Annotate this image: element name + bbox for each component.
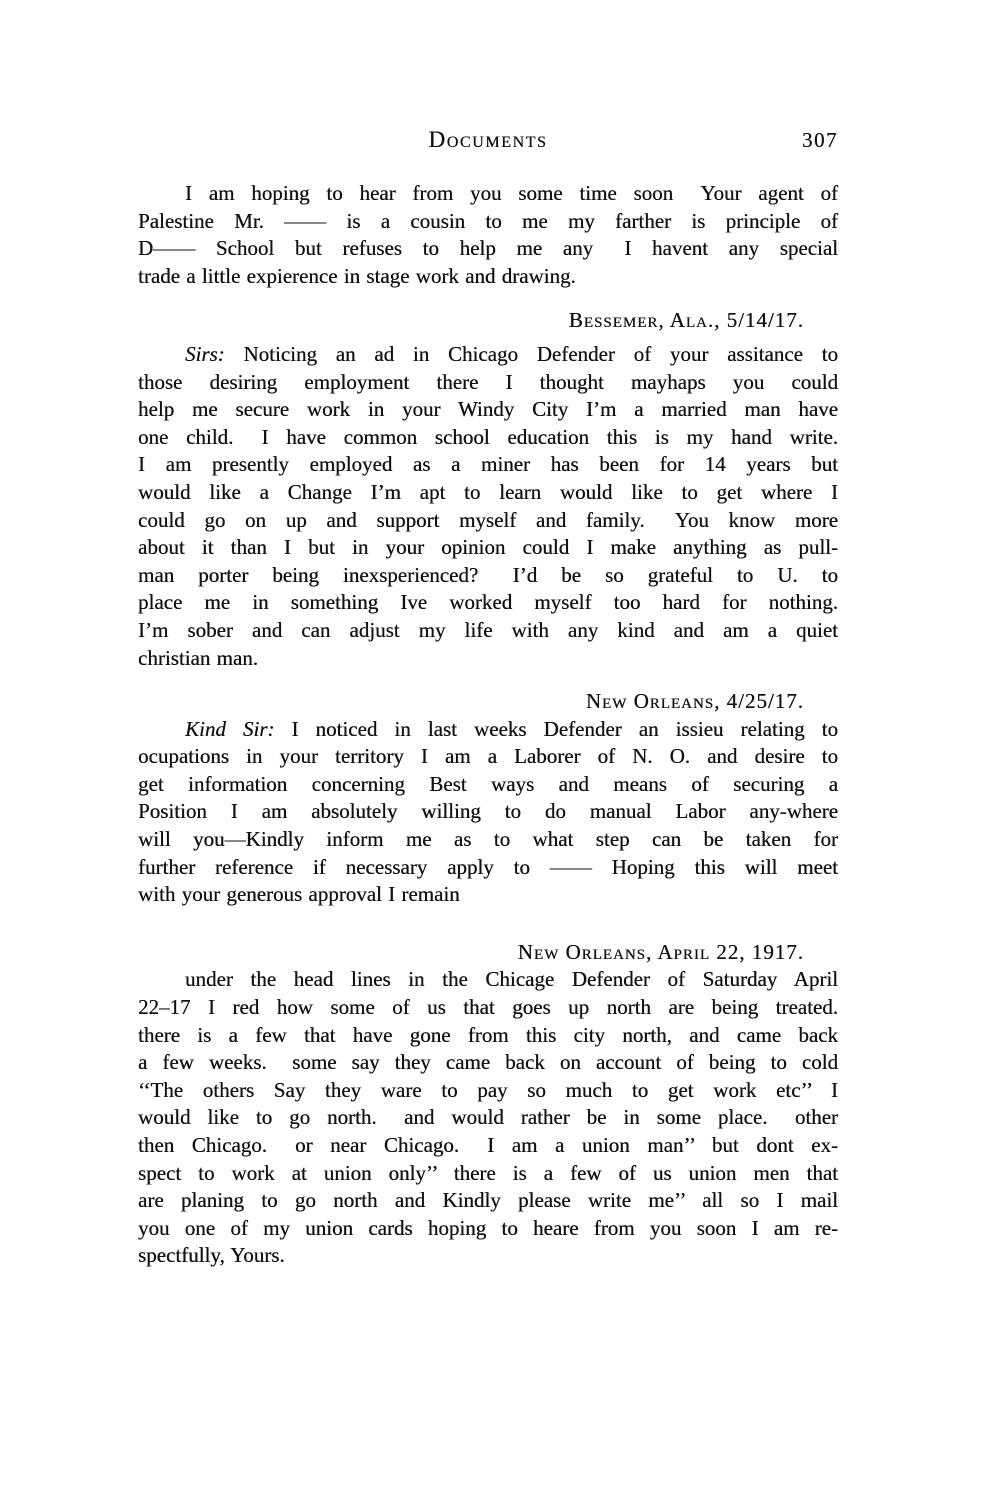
text-line: spect to work at union only’’ there is a few of us union men that (138, 1160, 838, 1185)
text-line: could go on up and support myself and family. You know more (138, 507, 838, 532)
text-line: christian man. (138, 645, 258, 670)
text-line: ‘‘The others Say they ware to pay so much to get work etc’’ I (138, 1077, 838, 1102)
text-line: you one of my union cards hoping to heare from you soon I am re- (138, 1215, 838, 1240)
text-line: would like a Change I’m apt to learn would like to get where I (138, 479, 838, 504)
opening-paragraph (138, 180, 838, 290)
letter-section (138, 307, 838, 672)
letter-dateline: Bessemer, Ala., 5/14/17. (568, 308, 804, 333)
text-line: then Chicago. or near Chicago. I am a union man’’ but dont ex- (138, 1133, 838, 1157)
text-line: about it than I but in your opinion could I make anything as pull- (138, 535, 838, 560)
text-line: Palestine Mr. —— is a cousin to me my farther is principle of (138, 208, 838, 233)
letter-section (138, 939, 838, 1270)
text-line: I am hoping to hear from you some time soon Your agent of (185, 181, 838, 205)
text-line: under the head lines in the Chicage Defender of Saturday April (185, 967, 838, 992)
salutation: Kind Sir: (185, 716, 275, 741)
letter-dateline: New Orleans, 4/25/17. (585, 689, 804, 714)
text-line: would like to go north. and would rather be in some place. other (138, 1105, 838, 1130)
text-line: with your generous approval I remain (138, 882, 460, 907)
text-line: a few weeks. some say they came back on account of being to cold (138, 1050, 838, 1075)
text-line: spectfully, Yours. (138, 1243, 285, 1268)
text-line: I am presently employed as a miner has been for 14 years but (138, 452, 838, 477)
text-line: place me in something Ive worked myself too hard for nothing. (138, 590, 838, 615)
text-line: are planing to go north and Kindly please write me’’ all so I mail (138, 1188, 838, 1213)
text-line: man porter being inexsperienced? I’d be so grateful to U. to (138, 562, 838, 587)
text-line: D—— School but refuses to help me any I havent any special (138, 236, 838, 261)
text-line: will you—Kindly inform me as to what step can be taken for (138, 827, 838, 852)
text-line: help me secure work in your Windy City I’m a married man have (138, 397, 838, 422)
page-number: 307 (802, 128, 838, 152)
text-line: Position I am absolutely willing to do manual Labor any-where (138, 799, 838, 824)
page-header (138, 126, 838, 152)
letter-section (138, 688, 838, 909)
text-line: there is a few that have gone from this city north, and came back (138, 1022, 838, 1047)
text-line: trade a little expierence in stage work and drawing. (138, 263, 576, 288)
text-line: Kind Sir: I noticed in last weeks Defender an issieu relating to (185, 716, 838, 741)
salutation: Sirs: (185, 341, 225, 366)
letter-dateline: New Orleans, April 22, 1917. (517, 939, 804, 964)
text-line: one child. I have common school education this is my hand write. (138, 424, 838, 449)
text-line: 22–17 I red how some of us that goes up north are being treated. (138, 995, 838, 1020)
running-head-title: Documents (428, 127, 548, 152)
text-line: I’m sober and can adjust my life with any kind and am a quiet (138, 617, 838, 642)
text-line: those desiring employment there I thought mayhaps you could (138, 369, 838, 394)
text-line: Sirs: Noticing an ad in Chicago Defender of your assitance to (185, 341, 838, 366)
text-line: further reference if necessary apply to —— Hoping this will meet (138, 854, 838, 879)
text-line: ocupations in your territory I am a Laborer of N. O. and desire to (138, 744, 838, 769)
page-body (138, 180, 838, 1270)
text-line: get information concerning Best ways and means of securing a (138, 771, 838, 796)
